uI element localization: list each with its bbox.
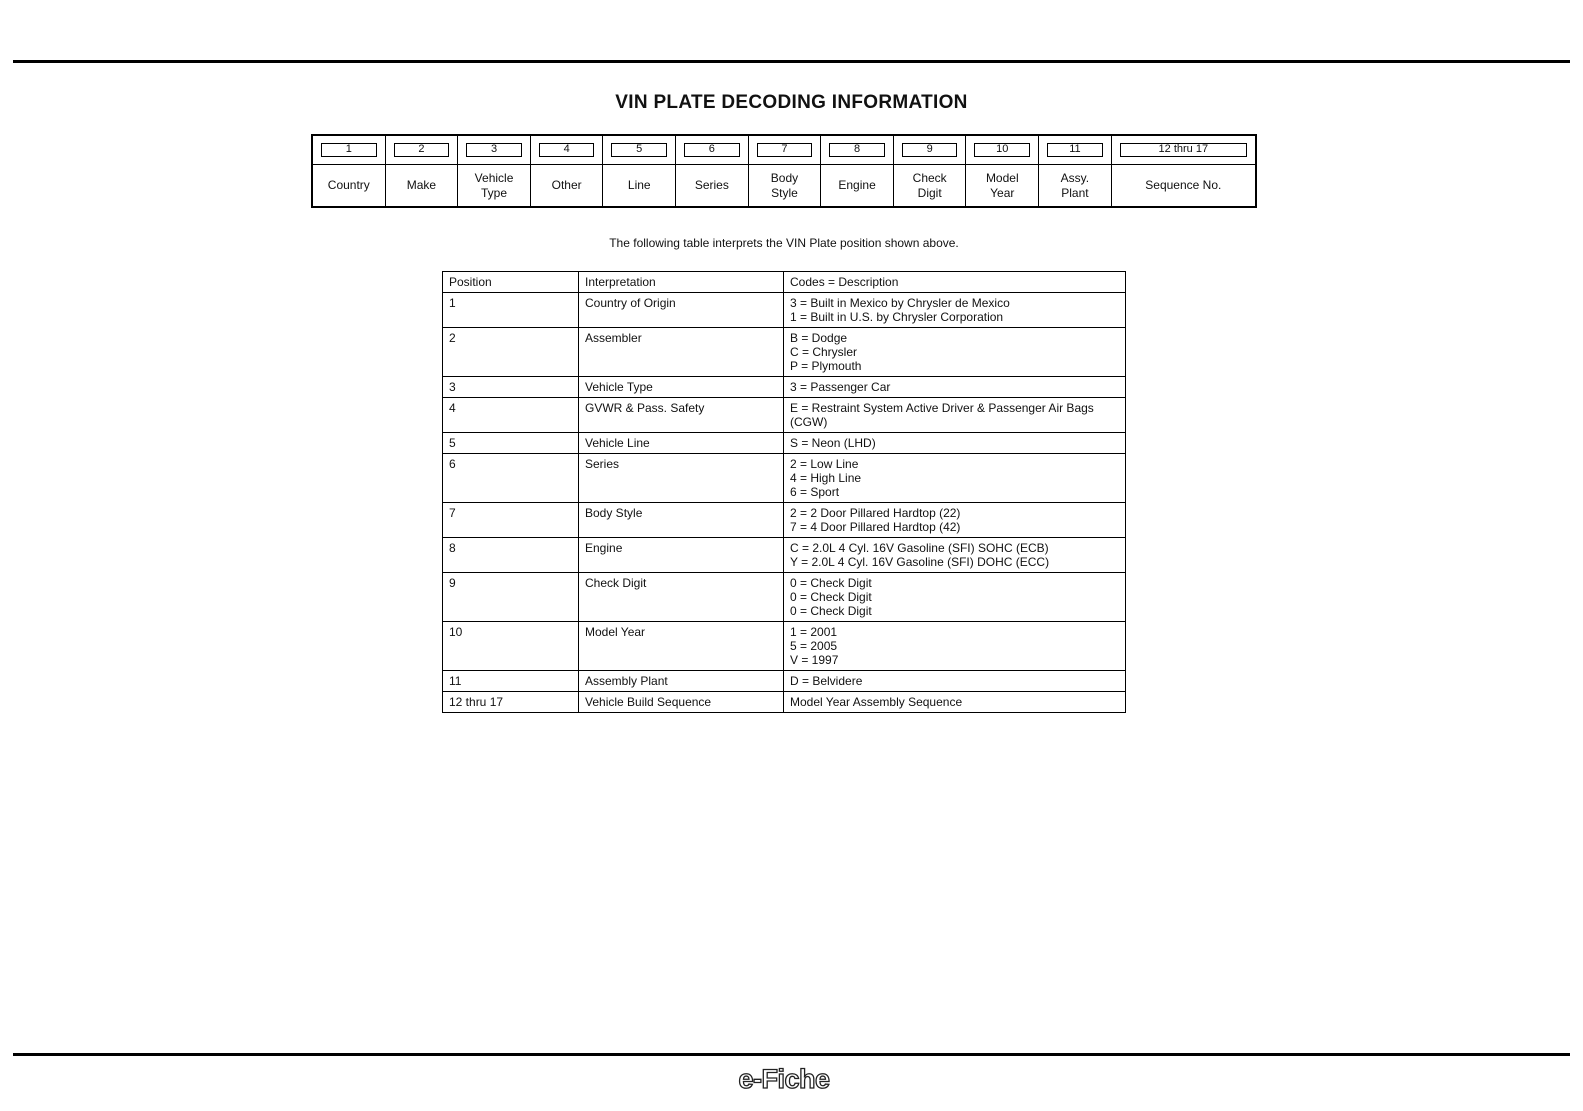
plate-position-number: 1 xyxy=(321,143,377,157)
plate-position-label: Model Year xyxy=(985,170,1019,200)
codes-cell xyxy=(784,328,1126,377)
table-row xyxy=(443,671,1126,692)
code-line: 0 = Check Digit xyxy=(790,590,872,604)
plate-position-number: 10 xyxy=(974,143,1030,157)
plate-position-label: Other xyxy=(551,178,582,192)
bottom-rule xyxy=(13,1053,1570,1056)
interpretation-cell: Vehicle Build Sequence xyxy=(579,692,784,713)
table-row xyxy=(443,503,1126,538)
position-cell: 5 xyxy=(443,433,579,454)
code-line: P = Plymouth xyxy=(790,359,862,373)
position-cell: 10 xyxy=(443,622,579,671)
plate-position-number: 12 thru 17 xyxy=(1120,143,1247,157)
table-row xyxy=(443,538,1126,573)
codes-cell xyxy=(784,671,1126,692)
codes-cell xyxy=(784,377,1126,398)
table-header-row xyxy=(443,272,1126,293)
codes-cell xyxy=(784,433,1126,454)
code-line: 1 = 2001 xyxy=(790,625,838,639)
table-row xyxy=(443,328,1126,377)
code-line: 0 = Check Digit xyxy=(790,604,872,618)
plate-position-cell xyxy=(821,136,894,206)
page-title: VIN PLATE DECODING INFORMATION xyxy=(615,92,968,113)
plate-position-cell xyxy=(894,136,967,206)
code-line: 2 = Low Line xyxy=(790,457,859,471)
position-cell: 1 xyxy=(443,293,579,328)
plate-position-label: Series xyxy=(694,178,729,192)
table-row xyxy=(443,398,1126,433)
interpretation-cell: Vehicle Line xyxy=(579,433,784,454)
plate-position-cell xyxy=(749,136,822,206)
plate-position-cell xyxy=(603,136,676,206)
interpretation-cell: Check Digit xyxy=(579,573,784,622)
column-header-codes: Codes = Description xyxy=(784,272,1126,293)
column-header-interpretation: Interpretation xyxy=(579,272,784,293)
table-caption: The following table interprets the VIN Plate position shown above. xyxy=(609,236,959,250)
code-line: (CGW) xyxy=(790,415,828,429)
code-line: 3 = Passenger Car xyxy=(790,380,891,394)
code-line: B = Dodge xyxy=(790,331,848,345)
vin-decoding-table xyxy=(442,271,1126,713)
code-line: 4 = High Line xyxy=(790,471,862,485)
plate-position-cell xyxy=(458,136,531,206)
position-cell: 3 xyxy=(443,377,579,398)
plate-position-label: Check Digit xyxy=(912,170,947,200)
codes-cell xyxy=(784,293,1126,328)
code-line: 0 = Check Digit xyxy=(790,576,872,590)
table-row xyxy=(443,692,1126,713)
code-line: D = Belvidere xyxy=(790,674,863,688)
plate-position-cell xyxy=(386,136,459,206)
column-header-position: Position xyxy=(443,272,579,293)
plate-position-number: 11 xyxy=(1047,143,1103,157)
plate-position-cell xyxy=(531,136,604,206)
plate-position-label: Body Style xyxy=(770,170,799,200)
table-row xyxy=(443,377,1126,398)
position-cell: 9 xyxy=(443,573,579,622)
interpretation-cell: GVWR & Pass. Safety xyxy=(579,398,784,433)
code-line: 5 = 2005 xyxy=(790,639,838,653)
codes-cell xyxy=(784,538,1126,573)
code-line: 6 = Sport xyxy=(790,485,840,499)
plate-position-label: Country xyxy=(327,178,370,192)
code-line: 1 = Built in U.S. by Chrysler Corporation xyxy=(790,310,1004,324)
code-line: C = 2.0L 4 Cyl. 16V Gasoline (SFI) SOHC (ECB) xyxy=(790,541,1049,555)
position-cell: 12 thru 17 xyxy=(443,692,579,713)
plate-position-cell xyxy=(313,136,386,206)
code-line: C = Chrysler xyxy=(790,345,858,359)
codes-cell xyxy=(784,454,1126,503)
table-row xyxy=(443,622,1126,671)
plate-position-label: Make xyxy=(406,178,437,192)
codes-cell xyxy=(784,622,1126,671)
table-row xyxy=(443,454,1126,503)
plate-position-number: 9 xyxy=(902,143,958,157)
plate-position-number: 8 xyxy=(829,143,885,157)
plate-position-number: 4 xyxy=(539,143,595,157)
table-row xyxy=(443,573,1126,622)
plate-position-label: Assy. Plant xyxy=(1060,170,1090,200)
interpretation-cell: Country of Origin xyxy=(579,293,784,328)
plate-position-cell xyxy=(676,136,749,206)
table-row xyxy=(443,433,1126,454)
code-line: E = Restraint System Active Driver & Passenger Air Bags xyxy=(790,401,1094,415)
efiche-logo: e-Fiche xyxy=(738,1064,830,1094)
interpretation-cell: Series xyxy=(579,454,784,503)
code-line: Y = 2.0L 4 Cyl. 16V Gasoline (SFI) DOHC (ECC) xyxy=(790,555,1050,569)
code-line: V = 1997 xyxy=(790,653,839,667)
plate-position-label: Sequence No. xyxy=(1145,178,1222,192)
code-line: S = Neon (LHD) xyxy=(790,436,876,450)
position-cell: 2 xyxy=(443,328,579,377)
interpretation-cell: Engine xyxy=(579,538,784,573)
interpretation-cell: Model Year xyxy=(579,622,784,671)
code-line: Model Year Assembly Sequence xyxy=(790,695,963,709)
position-cell: 7 xyxy=(443,503,579,538)
codes-cell xyxy=(784,692,1126,713)
plate-position-cell xyxy=(1112,136,1255,206)
plate-position-cell xyxy=(966,136,1039,206)
plate-position-label: Vehicle Type xyxy=(474,170,514,200)
codes-cell xyxy=(784,398,1126,433)
interpretation-cell: Body Style xyxy=(579,503,784,538)
plate-position-number: 5 xyxy=(611,143,667,157)
interpretation-cell: Vehicle Type xyxy=(579,377,784,398)
vin-plate-diagram xyxy=(311,134,1257,208)
position-cell: 4 xyxy=(443,398,579,433)
plate-position-number: 6 xyxy=(684,143,740,157)
code-line: 2 = 2 Door Pillared Hardtop (22) xyxy=(790,506,961,520)
plate-position-label: Line xyxy=(627,178,651,192)
top-rule xyxy=(13,60,1570,63)
position-cell: 8 xyxy=(443,538,579,573)
interpretation-cell: Assembly Plant xyxy=(579,671,784,692)
position-cell: 11 xyxy=(443,671,579,692)
plate-position-label: Engine xyxy=(838,178,876,192)
position-cell: 6 xyxy=(443,454,579,503)
plate-position-number: 3 xyxy=(466,143,522,157)
interpretation-cell: Assembler xyxy=(579,328,784,377)
table-row xyxy=(443,293,1126,328)
code-line: 7 = 4 Door Pillared Hardtop (42) xyxy=(790,520,961,534)
code-line: 3 = Built in Mexico by Chrysler de Mexico xyxy=(790,296,1010,310)
codes-cell xyxy=(784,573,1126,622)
plate-position-number: 7 xyxy=(757,143,813,157)
plate-position-number: 2 xyxy=(394,143,450,157)
codes-cell xyxy=(784,503,1126,538)
plate-position-cell xyxy=(1039,136,1112,206)
